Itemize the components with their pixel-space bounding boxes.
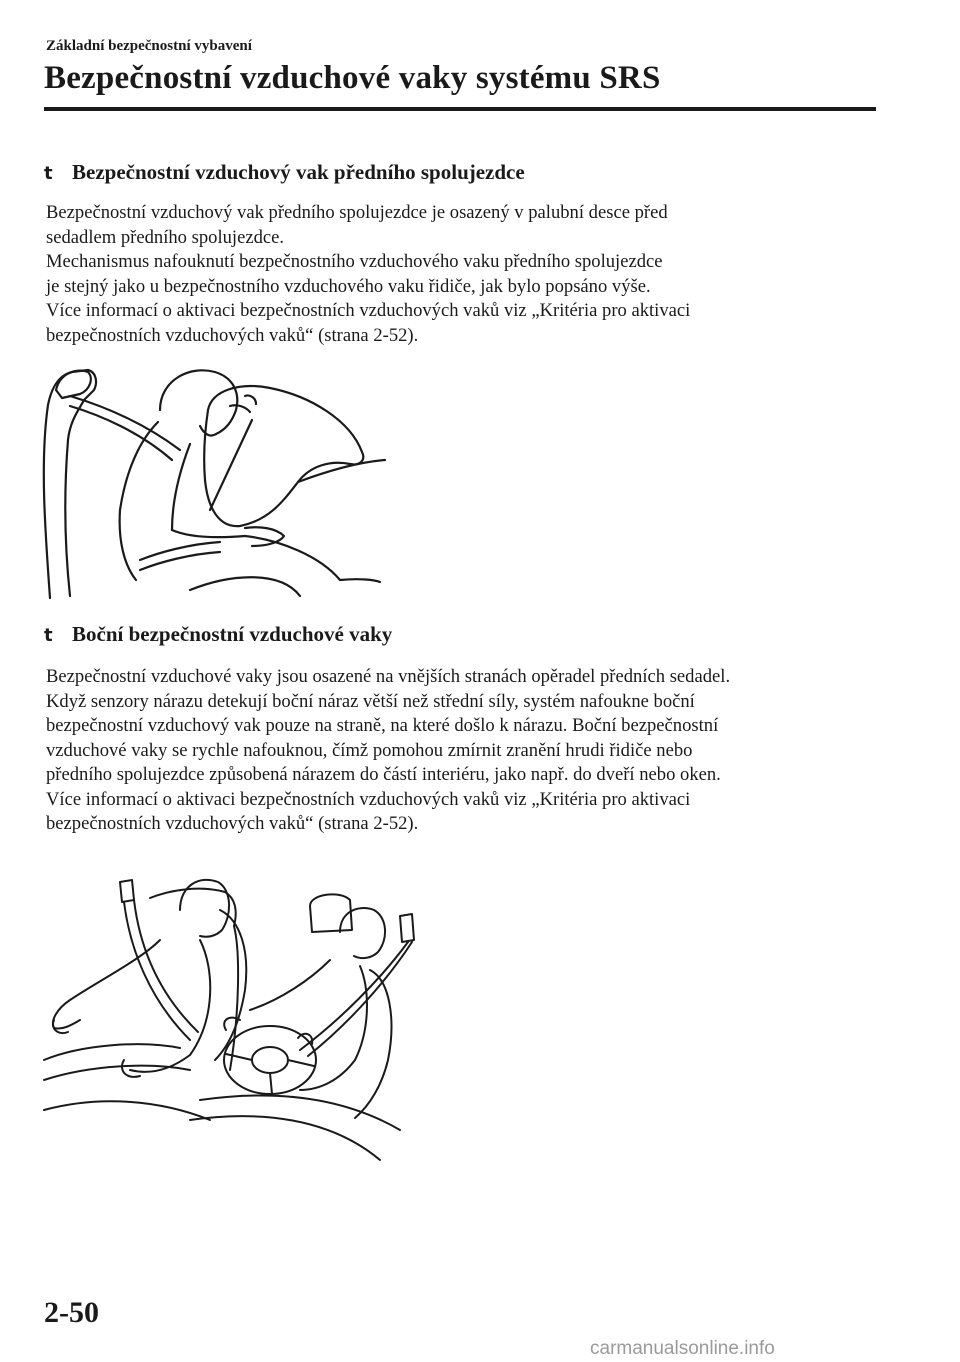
headrest	[120, 880, 134, 902]
passenger-arm	[172, 530, 245, 537]
body-line: Bezpečnostní vzduchové vaky jsou osazené na vnějších stranách opěradel předních sedadel.	[46, 666, 731, 687]
driver-body	[250, 960, 330, 1010]
body-line: bezpečnostní vzduchový vak pouze na straně, na které došlo k nárazu. Boční bezpečnostní	[46, 715, 719, 736]
seat-cushion	[44, 1066, 190, 1080]
section-body-passenger-airbag	[46, 201, 896, 348]
steering-wheel-spoke	[288, 1060, 314, 1066]
section-body-side-airbags	[46, 665, 896, 837]
page-title: Bezpečnostní vzduchové vaky systému SRS	[44, 60, 661, 96]
body-line: Mechanismus nafouknutí bezpečnostního vzduchového vaku předního spolujezdce	[46, 251, 663, 272]
headrest	[400, 914, 414, 942]
section-heading-side-airbags	[44, 622, 392, 647]
seatbelt	[124, 902, 190, 1040]
passenger-face	[200, 426, 216, 436]
seat-outline	[44, 370, 96, 598]
seat-cushion	[190, 1116, 380, 1160]
passenger-hand	[122, 1060, 140, 1077]
headrest	[56, 371, 91, 398]
passenger-airbag-illustration	[40, 360, 400, 610]
body-line: bezpečnostních vzduchových vaků“ (strana 2-52).	[46, 813, 419, 834]
seatbelt-shoulder	[70, 396, 180, 450]
section-heading-text: Boční bezpečnostní vzduchové vaky	[72, 622, 393, 646]
headrest	[310, 894, 352, 932]
watermark: carmanualsonline.info	[590, 1338, 775, 1359]
steering-wheel-hub	[252, 1047, 288, 1073]
body-line: sedadlem předního spolujezdce.	[46, 226, 285, 248]
seat-cushion	[44, 1101, 210, 1120]
body-line: bezpečnostních vzduchových vaků“ (strana 2-52).	[46, 324, 419, 346]
seat-cushion	[44, 1044, 180, 1060]
page-number: 2-50	[44, 1296, 99, 1329]
steering-wheel-spoke	[226, 1054, 252, 1060]
section-marker: t	[44, 163, 53, 184]
body-line: vzduchové vaky se rychle nafouknou, čímž pomohou zmírnit zranění hrudi řidiče nebo	[46, 739, 693, 761]
steering-wheel	[224, 1026, 316, 1094]
section-marker: t	[44, 625, 53, 646]
side-airbags-illustration	[40, 870, 440, 1170]
airbag-fold	[230, 405, 250, 412]
seatbelt	[308, 942, 412, 1056]
dashboard	[190, 577, 300, 596]
steering-wheel-spoke	[270, 1073, 272, 1094]
chapter-label: Základní bezpečnostní vybavení	[46, 38, 252, 54]
seat-outline	[150, 889, 236, 926]
driver-body	[300, 966, 367, 1090]
passenger-body	[130, 940, 210, 1072]
airbag	[204, 386, 363, 526]
body-line: Více informací o aktivaci bezpečnostních vzduchových vaků viz „Kritéria pro aktivaci	[46, 788, 691, 810]
body-line: předního spolujezdce způsobená nárazem do částí interiéru, jako např. do dveří nebo oken.	[46, 764, 721, 785]
driver-hand	[224, 1018, 240, 1030]
dashboard	[245, 536, 380, 582]
seat-outline	[230, 926, 238, 1070]
passenger-back	[172, 444, 190, 530]
passenger-head	[160, 370, 237, 434]
body-line: je stejný jako u bezpečnostního vzduchového vaku řidiče, jak bylo popsáno výše.	[46, 275, 651, 297]
section-heading-passenger-airbag	[44, 160, 525, 185]
body-line: Když senzory nárazu detekují boční náraz větší než střední síly, systém nafoukne boční	[46, 690, 695, 712]
section-heading-text: Bezpečnostní vzduchový vak předního spolujezdce	[72, 160, 525, 184]
body-line: Více informací o aktivaci bezpečnostních vzduchových vaků viz „Kritéria pro aktivaci	[46, 300, 691, 321]
body-line: Bezpečnostní vzduchový vak předního spolujezdce je osazený v palubní desce před	[46, 202, 668, 223]
airbag-fold	[245, 395, 256, 404]
driver-head	[340, 908, 385, 958]
title-divider	[44, 107, 876, 111]
passenger-body	[53, 940, 160, 1029]
